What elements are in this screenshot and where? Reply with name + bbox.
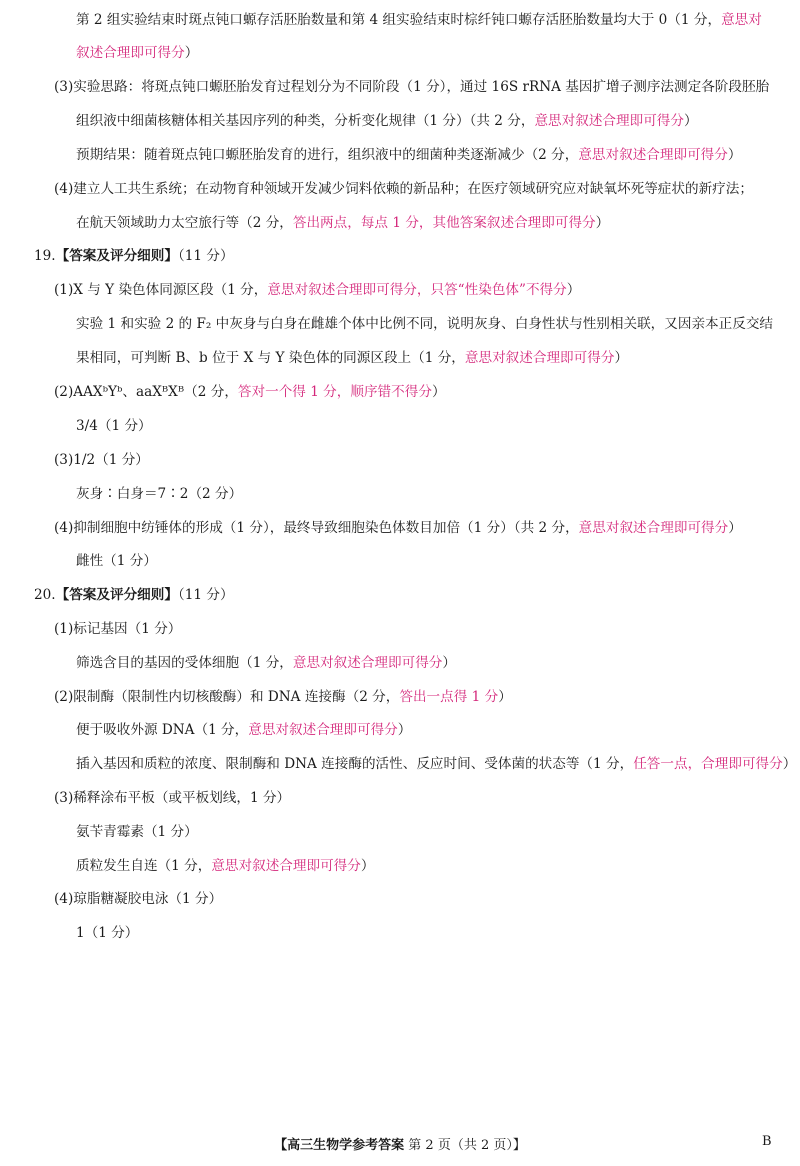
section-heading: 20.【答案及评分细则】（11 分） [34, 587, 234, 603]
text-line: (4)抑制细胞中纺锤体的形成（1 分），最终导致细胞染色体数目加倍（1 分）（共 2 分，意思对叙述合理即可得分） [54, 520, 742, 536]
page-footer [0, 1134, 800, 1153]
text-line: 1（1 分） [76, 925, 139, 941]
text-line: 实验 1 和实验 2 的 F₂ 中灰身与白身在雌雄个体中比例不同，说明灰身、白身性状与性别相关联，又因亲本正反交结 [76, 316, 774, 332]
text-line: (1)标记基因（1 分） [54, 621, 182, 637]
text-line: 质粒发生自连（1 分，意思对叙述合理即可得分） [76, 858, 375, 874]
text-line: 组织液中细菌核糖体相关基因序列的种类，分析变化规律（1 分）（共 2 分，意思对叙述合理即可得分） [76, 113, 698, 129]
text-line: 叙述合理即可得分） [76, 45, 199, 61]
footer-title: 【高三生物学参考答案 [274, 1138, 405, 1153]
text-line: 插入基因和质粒的浓度、限制酶和 DNA 连接酶的活性、反应时间、受体菌的状态等（1 分，任答一点，合理即可得分） [76, 756, 797, 772]
text-line: 第 2 组实验结束时斑点钝口螈存活胚胎数量和第 4 组实验结束时棕纤钝口螈存活胚胎数量均大于 0（1 分，意思对 [76, 12, 762, 28]
text-line: 预期结果：随着斑点钝口螈胚胎发育的进行，组织液中的细菌种类逐渐减少（2 分，意思对叙述合理即可得分） [76, 147, 742, 163]
text-line: (3)实验思路：将斑点钝口螈胚胎发育过程划分为不同阶段（1 分），通过 16S rRNA 基因扩增子测序法测定各阶段胚胎 [54, 79, 770, 95]
text-line: (4)琼脂糖凝胶电泳（1 分） [54, 891, 223, 907]
text-line: 灰身∶白身＝7∶2（2 分） [76, 486, 243, 502]
text-line: (2)限制酶（限制性内切核酸酶）和 DNA 连接酶（2 分，答出一点得 1 分） [54, 689, 512, 705]
text-line: 便于吸收外源 DNA（1 分，意思对叙述合理即可得分） [76, 722, 412, 738]
text-line: (3)稀释涂布平板（或平板划线，1 分） [54, 790, 291, 806]
text-line: 3/4（1 分） [76, 418, 152, 434]
text-line: (2)AAXᵇYᵇ、aaXᴮXᴮ（2 分，答对一个得 1 分，顺序错不得分） [54, 384, 446, 400]
section-heading: 19.【答案及评分细则】（11 分） [34, 248, 234, 264]
footer-page-number: 第 2 页（共 2 页）】 [408, 1138, 526, 1153]
text-line: 筛选含目的基因的受体细胞（1 分，意思对叙述合理即可得分） [76, 655, 456, 671]
text-line: (3)1/2（1 分） [54, 452, 149, 468]
text-line: (1)X 与 Y 染色体同源区段（1 分，意思对叙述合理即可得分，只答“性染色体”不得分） [54, 282, 581, 298]
text-line: 在航天领域助力太空旅行等（2 分，答出两点，每点 1 分，其他答案叙述合理即可得分） [76, 215, 610, 231]
text-line: 雌性（1 分） [76, 553, 157, 569]
page-letter: B [762, 1134, 772, 1149]
text-line: 氨苄青霉素（1 分） [76, 824, 198, 840]
text-line: 果相同，可判断 B、b 位于 X 与 Y 染色体的同源区段上（1 分，意思对叙述合理即可得分） [76, 350, 629, 366]
text-line: (4)建立人工共生系统；在动物育种领域开发减少饲料依赖的新品种；在医疗领域研究应对缺氧坏死等症状的新疗法； [54, 181, 753, 197]
